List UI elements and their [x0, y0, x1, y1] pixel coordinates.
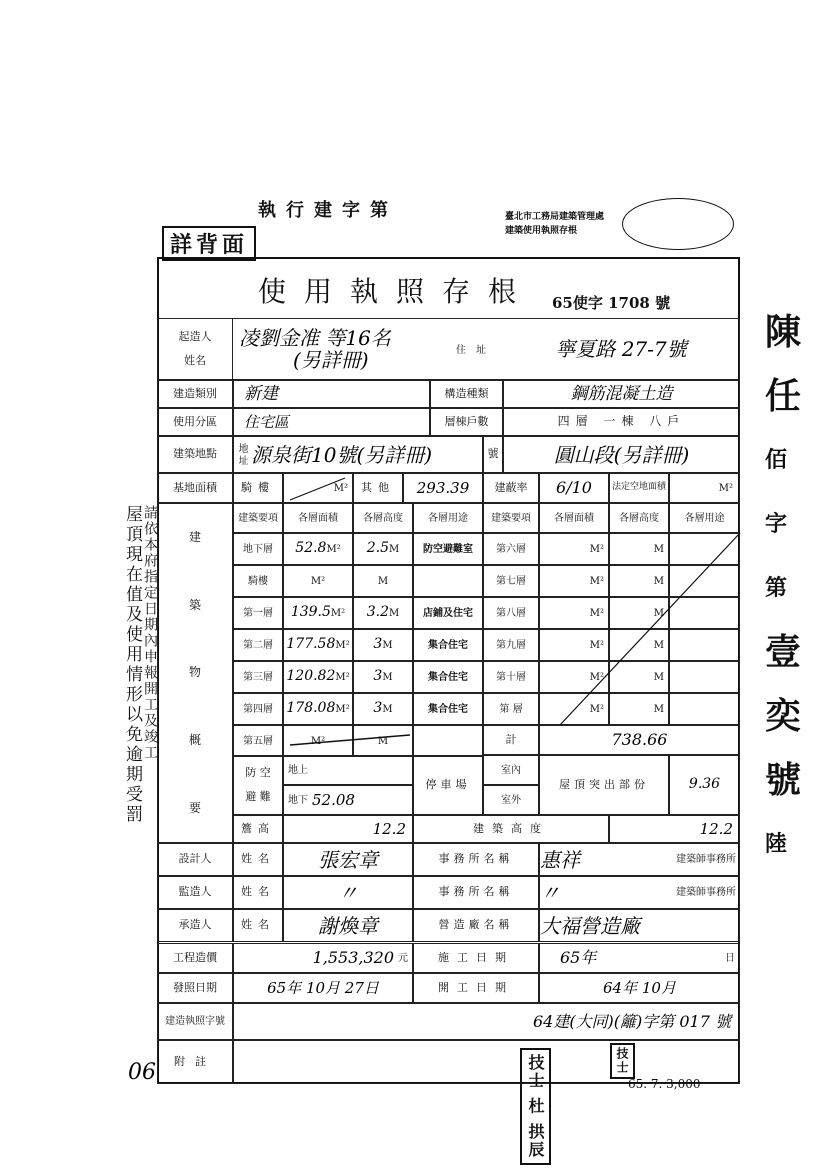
floor-area: 52.8	[295, 540, 327, 557]
floor-area: 139.5	[290, 604, 331, 621]
eave-label: 簷高	[233, 815, 283, 843]
floor-name: 第六層	[496, 543, 526, 555]
height-unit: M	[377, 735, 389, 747]
party-office: 惠祥	[540, 847, 580, 872]
floor-height: 3	[373, 668, 383, 685]
shelter-above-label: 地上	[288, 764, 308, 776]
col-header-use-left: 各層用途	[413, 503, 483, 533]
total-value: 738.66	[611, 730, 668, 750]
parking-indoor: 室內	[483, 755, 539, 785]
floor-name: 地下層	[243, 543, 273, 555]
shelter-below-label: 地下	[288, 794, 308, 806]
permit-ref-value: 64建(大同)(籬)字第 017 號	[532, 1011, 731, 1031]
area-unit: M²	[589, 543, 604, 555]
address-value: 寧夏路 27-7號	[555, 337, 687, 361]
right-char-9: 陸	[765, 831, 788, 857]
shelter-label-2: 避 難	[245, 790, 271, 803]
bottom-left-note: 06	[128, 1060, 156, 1085]
form-title: 使用執照存根	[258, 275, 535, 308]
building-type-label: 建造類別	[157, 380, 233, 408]
cancel-line-upper	[560, 533, 740, 725]
area-unit: M²	[330, 607, 346, 619]
party-office: 〃	[540, 880, 560, 905]
col-header-use-right: 各層用途	[669, 503, 740, 533]
technician-seal: 技士 杜 拱辰	[520, 1048, 551, 1165]
height-unit: M	[653, 607, 664, 619]
area-unit: M²	[589, 607, 604, 619]
party-name: 謝煥章	[318, 913, 378, 938]
permit-number: 65使字 1708 號	[552, 294, 671, 312]
party-office-label: 事務所名稱	[438, 885, 514, 899]
applicant-name: 凌劉金准 等16名	[239, 326, 391, 350]
party-role: 設計人	[178, 852, 212, 866]
overview-char-1: 建	[188, 530, 201, 545]
overview-char-4: 概	[188, 732, 201, 747]
area-unit: M²	[335, 639, 350, 651]
overview-char-5: 要	[188, 800, 201, 815]
right-char-8: 號	[765, 759, 802, 801]
shelter-label-1: 防 空	[245, 765, 271, 779]
detail-back-tab: 詳背面	[162, 226, 256, 261]
other-value: 293.39	[416, 478, 470, 497]
floor-use: 集合住宅	[428, 703, 468, 715]
floor-area: 177.58	[286, 636, 336, 653]
party-office: 大福營造廠	[540, 913, 640, 938]
floor-name: 第四層	[243, 703, 273, 715]
party-name: 〃	[338, 880, 358, 905]
coverage-label: 建蔽率	[483, 473, 539, 503]
party-office-label: 營造廠名稱	[438, 918, 514, 932]
site-label: 建築地點	[157, 436, 233, 473]
height-unit: M	[382, 703, 393, 715]
height-unit: M	[653, 575, 664, 587]
site-sub-label: 地址	[236, 442, 247, 467]
floor-name: 第九層	[496, 639, 526, 651]
height-unit: M	[653, 543, 664, 555]
floor-name: 第 層	[499, 703, 523, 715]
area-unit: M²	[589, 703, 604, 715]
party-name-label: 姓名	[241, 852, 275, 866]
height-unit: M	[382, 639, 393, 651]
left-margin-note-1: 屋頂現在值及使用情形以免逾期受罰	[122, 505, 142, 825]
start-date-label: 施工日期	[413, 943, 539, 973]
area-unit: M²	[335, 703, 350, 715]
col-header-item-left: 建築要項	[233, 503, 283, 533]
col-header-height-right: 各層高度	[609, 503, 669, 533]
floor-use: 集合住宅	[428, 671, 468, 683]
roof-label: 屋頂突出部份	[539, 755, 669, 815]
floor-use: 店鋪及住宅	[423, 607, 473, 619]
col-header-area-right: 各層面積	[539, 503, 609, 533]
site-value: 源泉街10號(另詳冊)	[251, 442, 433, 467]
floor-name: 騎樓	[248, 575, 268, 587]
height-unit: M	[389, 607, 400, 619]
floor-name: 第二層	[243, 639, 273, 651]
print-run: 65. 7. 3,000	[628, 1077, 701, 1091]
party-role: 承造人	[178, 918, 212, 932]
use-zone-label: 使用分區	[157, 408, 233, 436]
total-label: 計	[483, 725, 539, 755]
start-date-day: 日	[725, 952, 735, 964]
arcade-unit: M²	[333, 482, 348, 494]
applicant-name-note: (另詳冊)	[293, 348, 369, 372]
party-name-label: 姓名	[241, 918, 275, 932]
floor-area: 178.08	[286, 700, 336, 717]
lot-label: 號	[483, 436, 503, 473]
right-char-1: 陳	[765, 311, 802, 353]
cost-value: 1,553,320	[312, 948, 394, 968]
area-unit: M²	[310, 735, 326, 747]
top-stamp: 執行建字第	[258, 200, 398, 221]
issue-date-label: 發照日期	[157, 973, 233, 1003]
right-stamp-line-2: 建築使用執照存根	[505, 226, 578, 236]
cancel-line-arcade	[290, 478, 345, 500]
party-role: 監造人	[178, 885, 212, 899]
eave-value: 12.2	[372, 819, 406, 838]
building-height-label: 建築高度	[413, 815, 609, 843]
address-label: 住址	[456, 345, 496, 356]
height-unit: M	[389, 543, 400, 555]
right-char-2: 任	[765, 375, 802, 417]
height-unit: M	[653, 639, 664, 651]
applicant-label-1: 起造人	[178, 329, 212, 343]
party-name-label: 姓名	[241, 885, 275, 899]
floor-height: 3	[373, 636, 383, 653]
floor-height: 3	[373, 700, 383, 717]
floor-area: 120.82	[286, 668, 336, 685]
right-char-4: 字	[765, 511, 788, 537]
party-office-label: 事務所名稱	[438, 852, 514, 866]
area-unit: M²	[326, 543, 341, 555]
issue-date-value: 65年 10月 27日	[267, 978, 379, 997]
floor-height: 2.5	[366, 540, 389, 557]
use-zone-value: 住宅區	[244, 412, 290, 431]
area-unit: M²	[310, 575, 326, 587]
area-unit: M²	[589, 671, 604, 683]
right-char-3: 佰	[765, 447, 788, 473]
floor-name: 第五層	[243, 735, 273, 747]
shelter-below-value: 52.08	[312, 790, 355, 809]
height-unit: M	[653, 703, 664, 715]
structure-label: 構造種類	[430, 380, 503, 408]
site-area-label: 基地面積	[157, 473, 233, 503]
cost-label: 工程造價	[157, 943, 233, 973]
floor-name: 第七層	[496, 575, 526, 587]
height-unit: M	[382, 671, 393, 683]
col-header-height-left: 各層高度	[353, 503, 413, 533]
applicant-label-2: 姓名	[184, 354, 206, 367]
completion-label: 開工日期	[413, 973, 539, 1003]
right-char-6: 壹	[765, 631, 802, 673]
right-char-5: 第	[765, 575, 788, 601]
floor-name: 第三層	[243, 671, 273, 683]
notes-label: 附註	[157, 1040, 233, 1084]
overview-char-3: 物	[188, 665, 201, 680]
open-space-label: 法定空地面積	[609, 473, 669, 503]
permit-ref-label: 建造執照字號	[157, 1003, 233, 1040]
building-type-value: 新建	[244, 383, 278, 404]
roof-value: 9.36	[688, 776, 721, 793]
right-char-7: 奕	[765, 695, 802, 737]
floor-name: 第八層	[496, 607, 526, 619]
parking-outdoor: 室外	[483, 785, 539, 815]
completion-value: 64年 10月	[603, 978, 676, 997]
right-stamp-line-1: 臺北市工務局建築管理處	[505, 212, 605, 222]
area-unit: M²	[589, 639, 604, 651]
start-date-value: 65年	[560, 948, 597, 968]
floors-cell: 四層 一棟 八戶	[503, 408, 740, 436]
structure-value: 鋼筋混凝土造	[570, 383, 673, 404]
overview-char-2: 築	[188, 597, 201, 612]
lot-value: 圓山段(另詳冊)	[553, 442, 690, 467]
technician-seal-2: 技士	[610, 1043, 635, 1079]
building-height-value: 12.2	[699, 819, 733, 838]
floor-use: 集合住宅	[428, 639, 468, 651]
height-unit: M	[653, 671, 664, 683]
col-header-area-left: 各層面積	[283, 503, 353, 533]
floor-height: 3.2	[366, 604, 389, 621]
coverage-value: 6/10	[556, 478, 592, 498]
floor-name: 第一層	[243, 607, 273, 619]
floor-use: 防空避難室	[423, 543, 473, 555]
party-name: 張宏章	[318, 847, 378, 872]
arcade-label: 騎樓	[233, 473, 283, 503]
party-office-suffix: 建築師事務所	[676, 854, 736, 865]
parking-label: 停車場	[413, 755, 483, 815]
party-office-suffix: 建築師事務所	[676, 887, 736, 898]
height-unit: M	[377, 575, 389, 587]
cost-unit: 元	[398, 952, 408, 964]
floors-label: 層棟戶數	[430, 408, 503, 436]
area-unit: M²	[335, 671, 350, 683]
area-unit: M²	[589, 575, 604, 587]
cancel-line-fifth	[290, 735, 410, 745]
other-label: 其他	[353, 473, 403, 503]
col-header-item-right: 建築要項	[483, 503, 539, 533]
left-margin-note-2: 請依本府指定日期內申報開工及竣工	[142, 505, 158, 761]
open-space-unit: M²	[718, 482, 733, 494]
floor-name: 第十層	[496, 671, 526, 683]
